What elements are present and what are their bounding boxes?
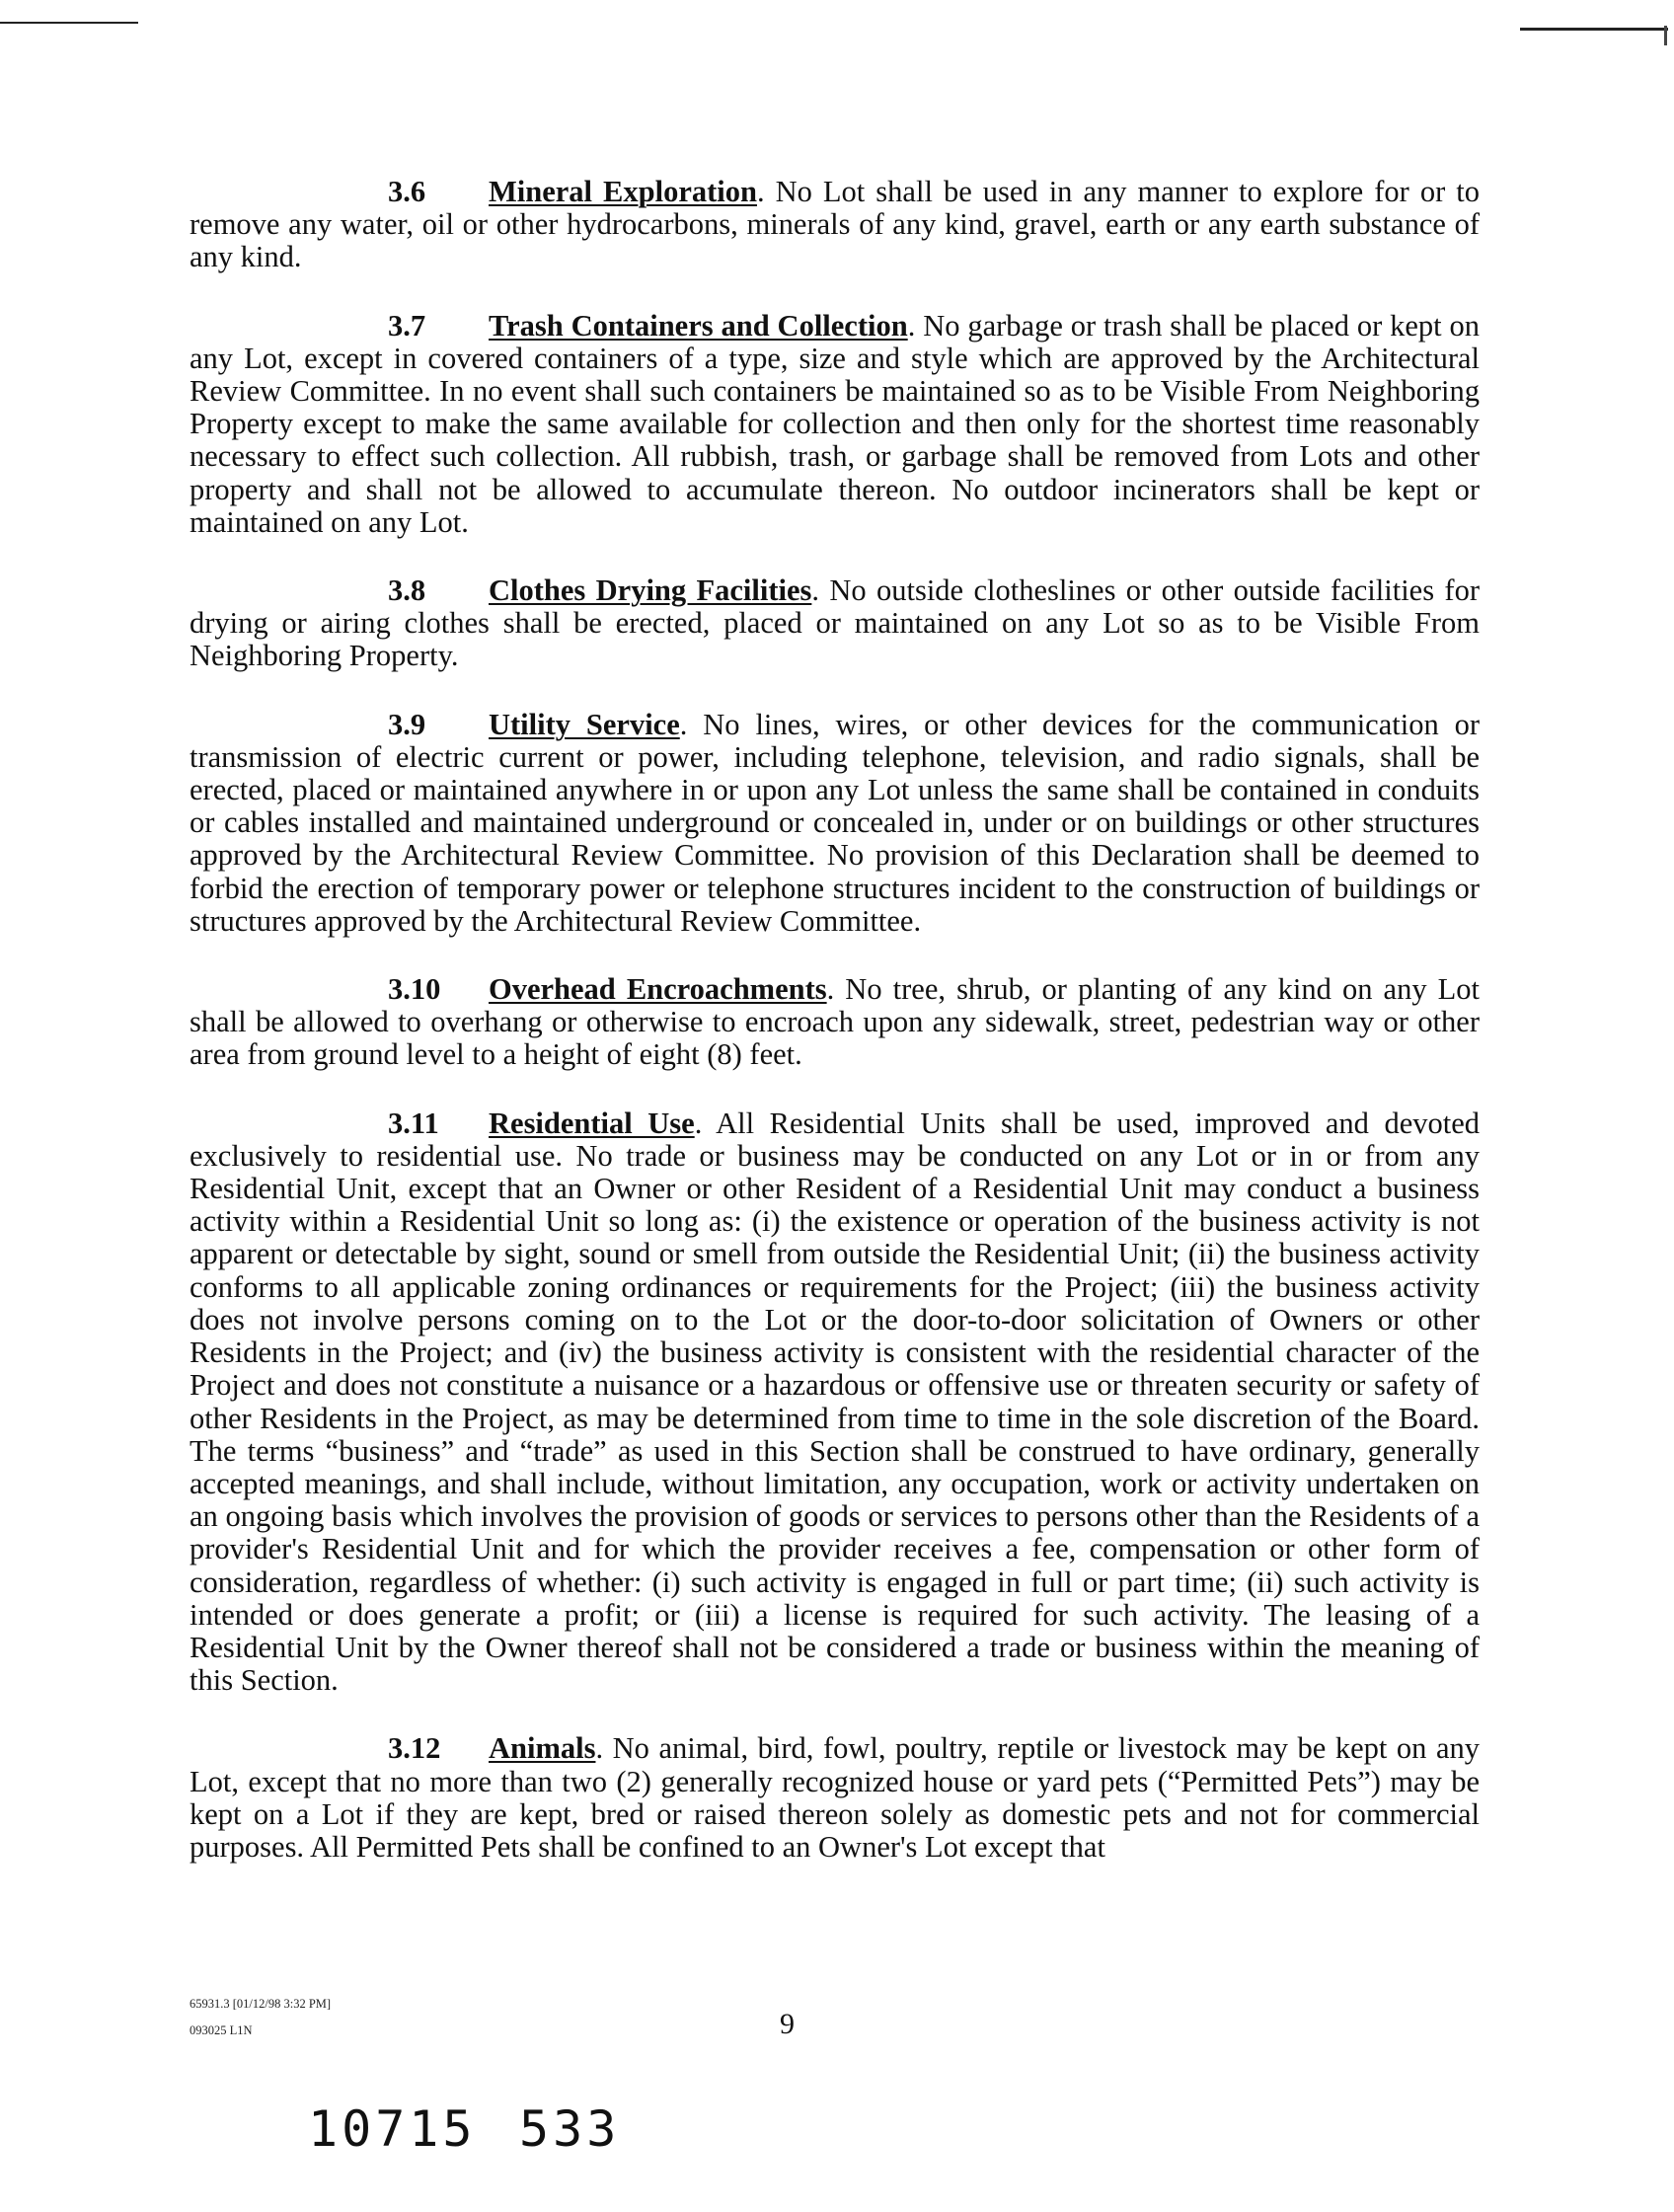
section-text: . No tree, shrub, or planting of any kind on any Lot shall be allowed to overhang or otherwise to encroach upon any sidewalk, street, pedestrian way or other area from ground level to a height of eight (8) feet. bbox=[190, 972, 1480, 1072]
section-number: 3.8 bbox=[388, 573, 426, 608]
recording-stamp-page: 533 bbox=[519, 2100, 621, 2158]
section-heading: Animals bbox=[489, 1731, 596, 1766]
section-heading: Trash Containers and Collection bbox=[489, 308, 908, 343]
section-number: 3.11 bbox=[388, 1106, 439, 1140]
section-3-6 bbox=[190, 176, 1480, 274]
section-heading: Residential Use bbox=[489, 1106, 695, 1140]
section-text: . No garbage or trash shall be placed or kept on any Lot, except in covered containers of a type, size and style which are approved by the Architectural Review Committee. In no event shall such containers be maintained so as to be Visible From Neighboring Property except to make the same available for collection and then only for the shortest time reasonably necessary to effect such collection. All rubbish, trash, or garbage shall be removed from Lots and other property and shall not be allowed to accumulate thereon. No outdoor incinerators shall be kept or maintained on any Lot. bbox=[190, 308, 1480, 539]
footer-doc-code: 65931.3 [01/12/98 3:32 PM] bbox=[190, 1997, 332, 2011]
footer-file-code: 093025 L1N bbox=[190, 2023, 253, 2037]
section-heading: Overhead Encroachments bbox=[489, 972, 827, 1007]
section-3-12 bbox=[190, 1732, 1480, 1864]
section-text: . No animal, bird, fowl, poultry, reptile or livestock may be kept on any Lot, except that no more than two (2) generally recognized house or yard pets (“Permitted Pets”) may be kept on a Lot if they are kept, bred or raised thereon solely as domestic pets and not for commercial purposes. All Permitted Pets shall be confined to an Owner's Lot except that bbox=[190, 1731, 1480, 1864]
recording-stamp-book: 10715 bbox=[308, 2100, 477, 2158]
document-body bbox=[190, 176, 1480, 1899]
page-number: 9 bbox=[780, 2008, 795, 2040]
section-number: 3.7 bbox=[388, 308, 426, 343]
section-number: 3.9 bbox=[388, 707, 426, 741]
section-number: 3.6 bbox=[388, 175, 426, 208]
section-heading: Mineral Exploration bbox=[489, 175, 757, 208]
section-3-11 bbox=[190, 1107, 1480, 1698]
section-text: . No lines, wires, or other devices for the communication or transmission of electric current or power, including telephone, television, and radio signals, shall be erected, placed or maintained anywhere in or upon any Lot unless the same shall be contained in conduits or cables installed and maintained underground or concealed in, under or on buildings or other structures approved by the Architectural Review Committee. No provision of this Declaration shall be deemed to forbid the erection of temporary power or telephone structures incident to the construction of buildings or structures approved by the Architectural Review Committee. bbox=[190, 707, 1480, 938]
top-left-scan-mark bbox=[0, 22, 138, 24]
top-right-scan-mark-tick bbox=[1664, 26, 1667, 45]
section-text: . All Residential Units shall be used, improved and devoted exclusively to residential use. No trade or business may be conducted on any Lot or in or from any Residential Unit, except that an Owner or other Resident of a Residential Unit may conduct a business activity within a Residential Unit so long as: (i) the existence or operation of the business activity is not apparent or detectable by sight, sound or smell from outside the Residential Unit; (ii) the business activity conforms to all applicable zoning ordinances or requirements for the Project; (iii) the business activity does not involve persons coming on to the Lot or the door-to-door solicitation of Owners or other Residents in the Project; and (iv) the business activity is consistent with the residential character of the Project and does not constitute a nuisance or a hazardous or offensive use or threaten security or safety of other Residents in the Project, as may be determined from time to time in the sole discretion of the Board. The terms “business” and “trade” as used in this Section shall be construed to have ordinary, generally accepted meanings, and shall include, without limitation, any occupation, work or activity undertaken on an ongoing basis which involves the provision of goods or services to persons other than the Residents of a provider's Residential Unit and for which the provider receives a fee, compensation or other form of consideration, regardless of whether: (i) such activity is engaged in full or part time; (ii) such activity is intended or does generate a profit; or (iii) a license is required for such activity. The leasing of a Residential Unit by the Owner thereof shall not be considered a trade or business within the meaning of this Section. bbox=[190, 1106, 1480, 1698]
section-text: . No Lot shall be used in any manner to explore for or to remove any water, oil or other hydrocarbons, minerals of any kind, gravel, earth or any earth substance of any kind. bbox=[190, 175, 1480, 274]
section-3-10 bbox=[190, 973, 1480, 1072]
section-heading: Utility Service bbox=[489, 707, 680, 741]
section-3-7 bbox=[190, 310, 1480, 539]
section-3-8 bbox=[190, 574, 1480, 673]
section-3-9 bbox=[190, 709, 1480, 938]
section-text: . No outside clotheslines or other outside facilities for drying or airing clothes shall be erected, placed or maintained on any Lot so as to be Visible From Neighboring Property. bbox=[190, 573, 1480, 673]
section-number: 3.12 bbox=[388, 1731, 441, 1766]
top-right-scan-mark bbox=[1520, 28, 1668, 31]
section-number: 3.10 bbox=[388, 972, 441, 1007]
section-heading: Clothes Drying Facilities bbox=[489, 573, 812, 608]
